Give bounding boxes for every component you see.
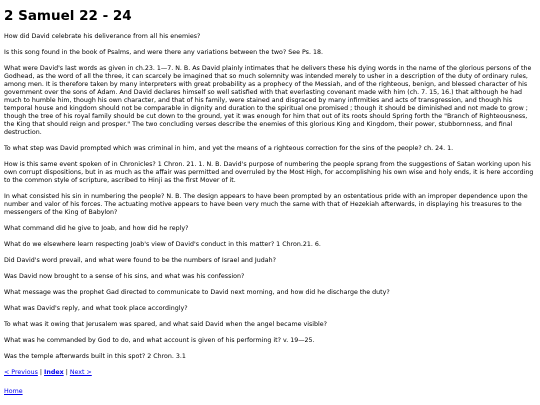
next-link[interactable]: Next >	[69, 369, 92, 376]
question-paragraph: What message was the prophet Gad directed to communicate to David next morning, and how did he discharge the duty?	[4, 289, 390, 296]
question-paragraph: Is this song found in the book of Psalms, and were there any variations between the two? See Ps. 18.	[4, 49, 323, 56]
question-paragraph: In what consisted his sin in numbering the people? N. B. The design appears to have been prompted by an ostentatious pride with an improper dependence upon the number and valor of his forces. The actuating motive appears to have been very much the same with that of Hezekiah afterwards, in displaying his treasures to the messengers of the King of Babylon?	[4, 193, 528, 216]
page-title: 2 Samuel 22 - 24	[4, 8, 132, 24]
index-link-label: Index	[44, 369, 64, 376]
home-nav	[4, 388, 538, 396]
question-paragraph: How did David celebrate his deliverance from all his enemies?	[4, 33, 201, 40]
nav-separator: |	[63, 369, 70, 376]
question-paragraph: How is this same event spoken of in Chronicles? 1 Chron. 21. 1. N. B. David's purpose of numbering the people sprang from the suggestions of Satan working upon his own corrupt dispositions, but in as much as the affair was permitted and overruled by the Most High, for accomplishing his own wise and holy ends, it is here according to the common style of scripture, ascribed to Hinji as the first Mover of it.	[4, 161, 534, 184]
index-link[interactable]	[44, 369, 64, 376]
question-paragraph: Was the temple afterwards built in this spot? 2 Chron. 3.1	[4, 353, 186, 360]
document-page	[4, 0, 538, 396]
previous-link[interactable]: < Previous	[4, 369, 38, 376]
question-paragraph: What do we elsewhere learn respecting Joab's view of David's conduct in this matter? 1 Chron.21. 6.	[4, 241, 321, 248]
question-paragraph: What was he commanded by God to do, and what account is given of his performing it? v. 19—25.	[4, 337, 315, 344]
question-paragraph: To what step was David prompted which was criminal in him, and yet the means of a righteous correction for the sins of the people? ch. 24. 1.	[4, 145, 454, 152]
question-paragraph: Was David now brought to a sense of his sins, and what was his confession?	[4, 273, 245, 280]
question-paragraph: What were David's last words as given in ch.23. 1—7. N. B. As David plainly intimates that he delivers these his dying words in the name of the glorious persons of the Godhead, as the word of all the three, it can scarcely be imagined that so much solemnity was intended merely to usher in a description of the duty of ordinary rules, among men. It is therefore taken by many interpreters with great probability as a prophecy of the Messiah, and of the righteous, benign, and blessed character of his government over the sons of Adam. And David declares himself so well satisfied with that everlasting covenant made with him (ch. 7. 15, 16.) that although he had much to humble him, though his own character, and that of his family, were stained and disgraced by many infirmities and acts of transgression, and though his temporal house and kingdom should not be comparable in dignity and duration to the spiritual one promised ; though it should be diminished and not made to grow ; though the tree of his royal family should be cut down to the ground, yet it was enough for him that out of its roots should Spring forth the "Branch of Righteousness, the King that should reign and prosper." The two concluding verses describe the enemies of this glorious King and Kingdom, their power, stubbornness, and final destruction.	[4, 65, 532, 136]
pagination-nav	[4, 369, 538, 377]
home-link[interactable]: Home	[4, 388, 23, 395]
question-paragraph: What command did he give to Joab, and how did he reply?	[4, 225, 189, 232]
question-paragraph: What was David's reply, and what took place accordingly?	[4, 305, 188, 312]
nav-separator: |	[37, 369, 45, 376]
question-paragraph: To what was it owing that Jerusalem was spared, and what said David when the angel became visible?	[4, 321, 327, 328]
question-paragraph: Did David's word prevail, and what were found to be the numbers of Israel and Judah?	[4, 257, 276, 264]
